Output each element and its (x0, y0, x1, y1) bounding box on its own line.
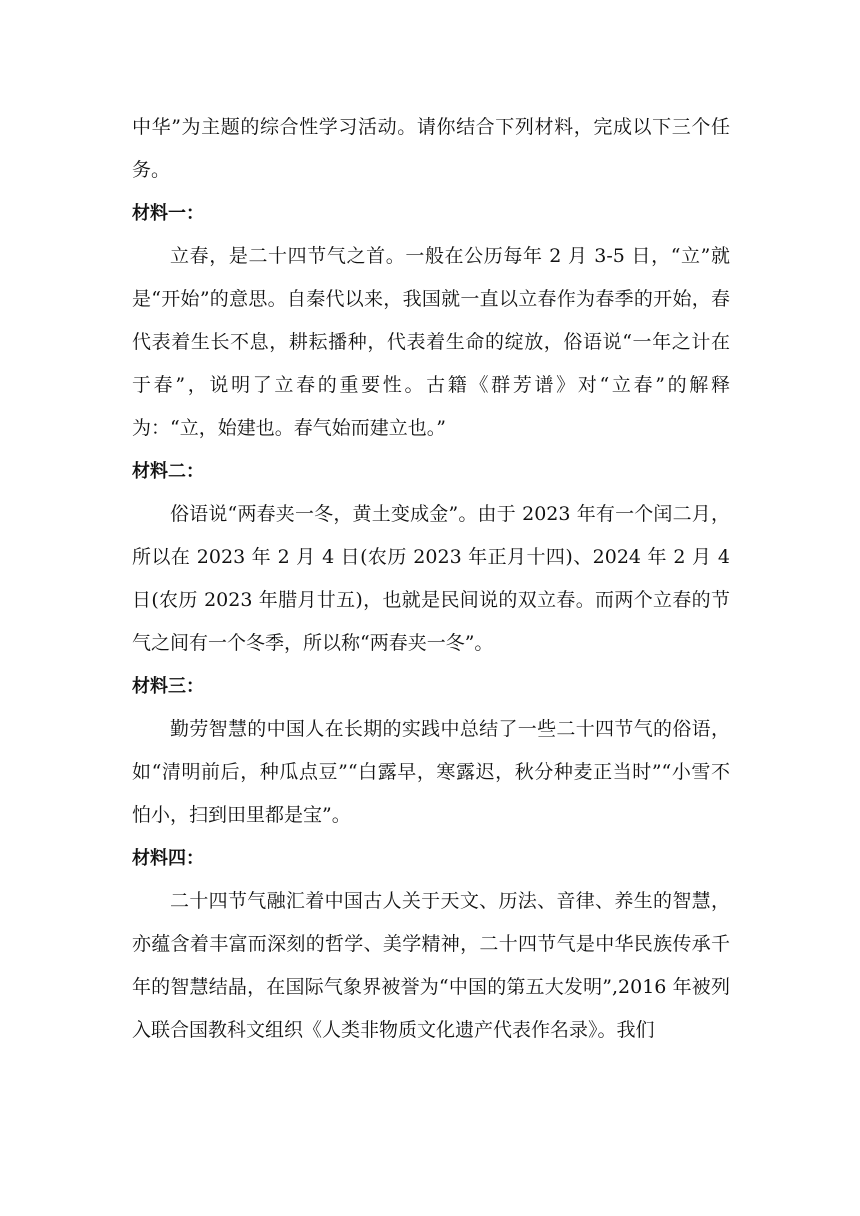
material-1-text: 立春，是二十四节气之首。一般在公历每年 2 月 3-5 日，“立”就是“开始”的意思。自秦代以来，我国就一直以立春作为春季的开始，春代表着生长不息，耕耘播种，代表着生命的绽放，俗语说“一年之计在于春”，说明了立春的重要性。古籍《群芳谱》对“立春”的解释为：“立，始建也。春气始而建立也。” (132, 245, 730, 439)
intro-paragraph: 中华”为主题的综合性学习活动。请你结合下列材料，完成以下三个任务。 (132, 116, 730, 181)
material-4-heading: 材料四： (132, 848, 204, 869)
document-body (132, 106, 730, 1052)
material-3-heading: 材料三： (132, 676, 204, 697)
material-2-text: 俗语说“两春夹一冬，黄土变成金”。由于 2023 年有一个闰二月，所以在 2023 年 2 月 4 日(农历 2023 年正月十四)、2024 年 2 月 4 日(农历 2023 年腊月廿五)，也就是民间说的双立春。而两个立春的节气之间有一个冬季，所以称“两春夹一冬”。 (132, 503, 730, 654)
material-4-text: 二十四节气融汇着中国古人关于天文、历法、音律、养生的智慧，亦蕴含着丰富而深刻的哲学、美学精神，二十四节气是中华民族传承千年的智慧结晶，在国际气象界被誉为“中国的第五大发明”,2016 年被列入联合国教科文组织《人类非物质文化遗产代表作名录》。我们 (132, 890, 730, 1041)
material-2-heading: 材料二： (132, 461, 204, 482)
material-1-heading: 材料一： (132, 203, 204, 224)
material-3-text: 勤劳智慧的中国人在长期的实践中总结了一些二十四节气的俗语，如“清明前后，种瓜点豆”“白露早，寒露迟，秋分种麦正当时”“小雪不怕小，扫到田里都是宝”。 (132, 718, 730, 826)
